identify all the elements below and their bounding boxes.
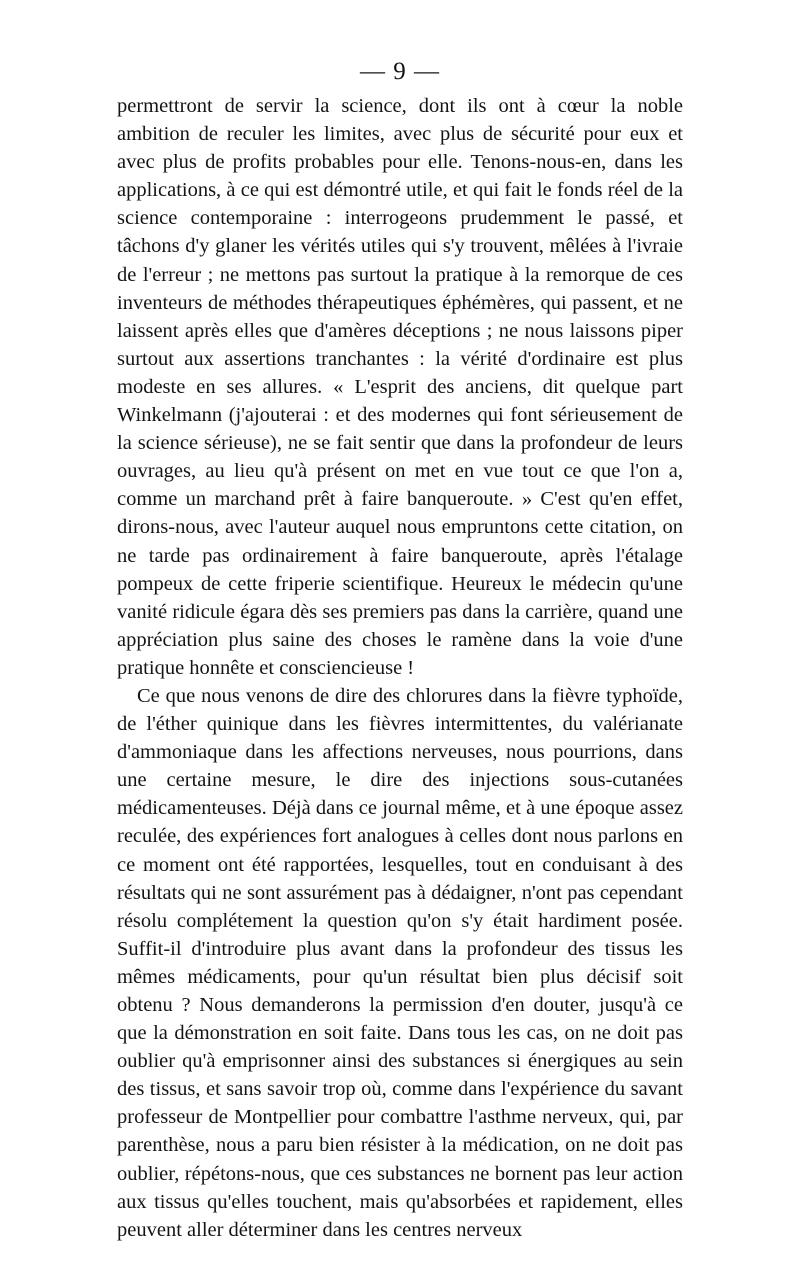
paragraph-continuation: permettront de servir la science, dont ils ont à cœur la noble ambition de reculer les limites, avec plus de sécurité pour eux et avec plus de profits probables pour elle. Tenons-nous-en, dans les applications, à ce qui est démontré utile, et qui fait le fonds réel de la science contemporaine : interrogeons prudemment le passé, et tâchons d'y glaner les vérités utiles qui s'y trouvent, mêlées à l'ivraie de l'erreur ; ne mettons pas surtout la pratique à la remorque de ces inventeurs de méthodes thérapeutiques éphémères, qui passent, et ne laissent après elles que d'amères déceptions ; ne nous laissons piper surtout aux assertions tranchantes : la vérité d'ordinaire est plus modeste en ses allures. « L'esprit des anciens, dit quelque part Winkelmann (j'ajouterai : et des modernes qui font sérieusement de la science sérieuse), ne se fait sentir que dans la profondeur de leurs ouvrages, au lieu qu'à présent on met en vue tout ce que l'on a, comme un marchand prêt à faire banqueroute. » C'est qu'en effet, dirons-nous, avec l'auteur auquel nous empruntons cette citation, on ne tarde pas ordinairement à faire banqueroute, après l'étalage pompeux de cette friperie scientifique. Heureux le médecin qu'une vanité ridicule égara dès ses premiers pas dans la carrière, quand une appréciation plus saine des choses le ramène dans la voie d'une pratique honnête et consciencieuse ! xyxy=(117,95,683,679)
paragraph-chlorures: Ce que nous venons de dire des chlorures dans la fièvre typhoïde, de l'éther quinique dans les fièvres intermittentes, du valérianate d'ammoniaque dans les affections nerveuses, nous pourrions, dans une certaine mesure, le dire des injections sous-cutanées médicamenteuses. Déjà dans ce journal même, et à une époque assez reculée, des expériences fort analogues à celles dont nous parlons en ce moment ont été rapportées, lesquelles, tout en conduisant à des résultats qui ne sont assurément pas à dédaigner, n'ont pas cependant résolu complétement la question qu'on s'y était hardiment posée. Suffit-il d'introduire plus avant dans la profondeur des tissus les mêmes médicaments, pour qu'un résultat bien plus décisif soit obtenu ? Nous demanderons la permission d'en douter, jusqu'à ce que la démonstration en soit faite. Dans tous les cas, on ne doit pas oublier qu'à emprisonner ainsi des substances si énergiques au sein des tissus, et sans savoir trop où, comme dans l'expérience du savant professeur de Montpellier pour combattre l'asthme nerveux, qui, par parenthèse, nous a paru bien résister à la médication, on ne doit pas oublier, répétons-nous, que ces substances ne bornent pas leur action aux tissus qu'elles touchent, mais qu'absorbées et rapidement, elles peuvent aller déterminer dans les centres nerveux xyxy=(117,684,683,1241)
page-number: — 9 — xyxy=(360,58,440,85)
body-text xyxy=(117,92,683,1244)
